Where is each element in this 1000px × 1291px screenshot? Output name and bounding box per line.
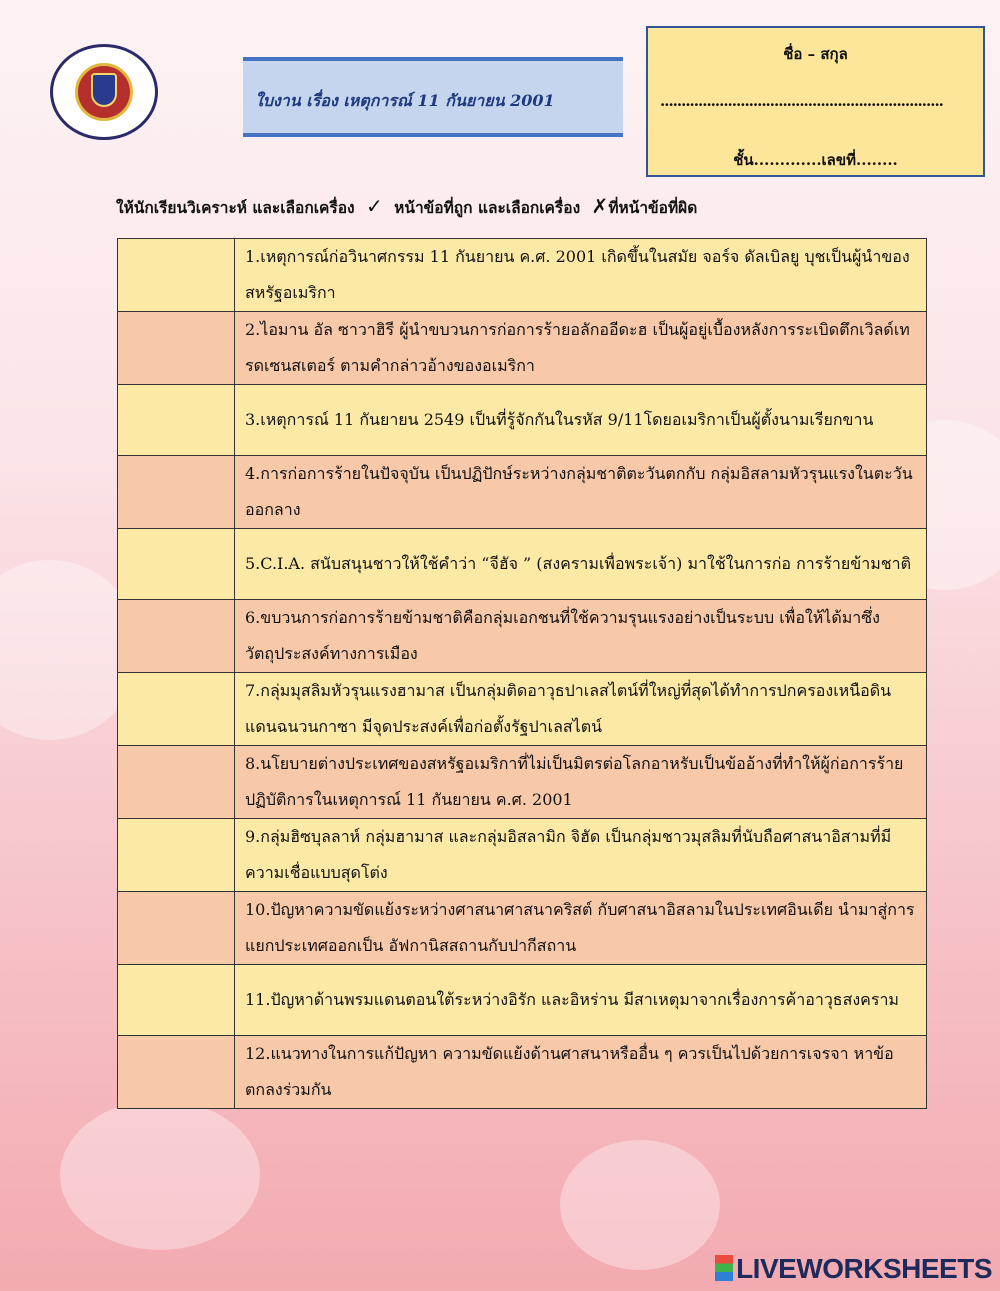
shield-icon — [91, 73, 117, 107]
table-row — [118, 1036, 927, 1109]
answer-cell[interactable] — [118, 965, 235, 1036]
question-table — [117, 238, 927, 1109]
question-text: 7.กลุ่มมุสลิมหัวรุนแรงฮามาส เป็นกลุ่มติดอาวุธปาเลสไตน์ที่ใหญ่ที่สุดได้ทำการปกครองเหนือดินแดนฉนวนกาซา มีจุดประสงค์เพื่อก่อตั้งรัฐปาเลสไตน์ — [235, 673, 927, 746]
answer-cell[interactable] — [118, 385, 235, 456]
instruction-part-2: หน้าข้อที่ถูก และเลือกเครื่อง — [394, 199, 581, 217]
answer-cell[interactable] — [118, 892, 235, 965]
table-row — [118, 892, 927, 965]
liveworksheets-logo[interactable] — [715, 1253, 992, 1285]
table-row — [118, 385, 927, 456]
table-row — [118, 600, 927, 673]
answer-cell[interactable] — [118, 456, 235, 529]
cross-mark-icon: ✗ — [591, 194, 609, 218]
answer-cell[interactable] — [118, 819, 235, 892]
question-text: 1.เหตุการณ์ก่อวินาศกรรม 11 กันยายน ค.ศ. 2001 เกิดขึ้นในสมัย จอร์จ ดัลเบิลยู บุชเป็นผู้นำของสหรัฐอเมริกา — [235, 239, 927, 312]
question-text: 11.ปัญหาด้านพรมแดนตอนใต้ระหว่างอิรัก และอิหร่าน มีสาเหตุมาจากเรื่องการค้าอาวุธสงคราม — [235, 965, 927, 1036]
check-mark-icon: ✓ — [365, 194, 383, 218]
answer-cell[interactable] — [118, 1036, 235, 1109]
question-text: 2.ไอมาน อัล ซาวาฮิรี ผู้นำขบวนการก่อการร้ายอลักออีดะฮ เป็นผู้อยู่เบื้องหลังการระเบิดตึกเวิลด์เทรดเซนสเตอร์ ตามคำกล่าวอ้างของอเมริกา — [235, 312, 927, 385]
name-field-line[interactable]: ................................................................... — [660, 92, 943, 110]
table-row — [118, 529, 927, 600]
question-text: 4.การก่อการร้ายในปัจจุบัน เป็นปฏิปักษ์ระหว่างกลุ่มชาติตะวันตกกับ กลุ่มอิสลามหัวรุนแรงในตะวันออกลาง — [235, 456, 927, 529]
table-row — [118, 239, 927, 312]
name-label: ชื่อ – สกุล — [783, 45, 848, 63]
liveworksheets-icon — [715, 1255, 733, 1281]
answer-cell[interactable] — [118, 673, 235, 746]
background-bokeh — [60, 1100, 260, 1250]
table-row — [118, 965, 927, 1036]
question-text: 9.กลุ่มฮิซบุลลาห์ กลุ่มฮามาส และกลุ่มอิสลามิก จิฮัด เป็นกลุ่มชาวมุสลิมที่นับถือศาสนาอิสามที่มีความเชื่อแบบสุดโต่ง — [235, 819, 927, 892]
instruction-part-3: ที่หน้าข้อที่ผิด — [608, 199, 698, 217]
worksheet-title: ใบงาน เรื่อง เหตุการณ์ 11 กันยายน 2001 — [255, 91, 555, 110]
table-row — [118, 312, 927, 385]
answer-cell[interactable] — [118, 529, 235, 600]
school-logo — [50, 44, 158, 140]
class-number-label[interactable]: ชั้น.............เลขที่........ — [733, 151, 898, 169]
answer-cell[interactable] — [118, 746, 235, 819]
table-row — [118, 819, 927, 892]
question-text: 6.ขบวนการก่อการร้ายข้ามชาติคือกลุ่มเอกชนที่ใช้ความรุนแรงอย่างเป็นระบบ เพื่อให้ได้มาซึ่งวัตถุประสงค์ทางการเมือง — [235, 600, 927, 673]
table-row — [118, 673, 927, 746]
answer-cell[interactable] — [118, 239, 235, 312]
question-text: 12.แนวทางในการแก้ปัญหา ความขัดแย้งด้านศาสนาหรืออื่น ๆ ควรเป็นไปด้วยการเจรจา หาข้อตกลงร่วมกัน — [235, 1036, 927, 1109]
worksheet-title-box — [243, 57, 623, 137]
question-text: 5.C.I.A. สนับสนุนชาวให้ใช้คำว่า “จีฮัจ ” (สงครามเพื่อพระเจ้า) มาใช้ในการก่อ การร้ายข้ามชาติ — [235, 529, 927, 600]
table-row — [118, 456, 927, 529]
answer-cell[interactable] — [118, 600, 235, 673]
instruction-part-1: ให้นักเรียนวิเคราะห์ และเลือกเครื่อง — [116, 199, 355, 217]
question-text: 10.ปัญหาความขัดแย้งระหว่างศาสนาศาสนาคริสต์ กับศาสนาอิสลามในประเทศอินเดีย นำมาสู่การแยกประเทศออกเป็น อัฟกานิสสถานกับปากีสถาน — [235, 892, 927, 965]
student-info-box — [646, 26, 985, 177]
table-row — [118, 746, 927, 819]
question-text: 3.เหตุการณ์ 11 กันยายน 2549 เป็นที่รู้จักกันในรหัส 9/11โดยอเมริกาเป็นผู้ตั้งนามเรียกขาน — [235, 385, 927, 456]
instruction-text — [116, 194, 697, 220]
answer-cell[interactable] — [118, 312, 235, 385]
brand-name: LIVEWORKSHEETS — [736, 1253, 992, 1284]
question-text: 8.นโยบายต่างประเทศของสหรัฐอเมริกาที่ไม่เป็นมิตรต่อโลกอาหรับเป็นข้ออ้างที่ทำให้ผู้ก่อการร้ายปฏิบัติการในเหตุการณ์ 11 กันยายน ค.ศ. 2001 — [235, 746, 927, 819]
background-bokeh — [560, 1140, 720, 1270]
